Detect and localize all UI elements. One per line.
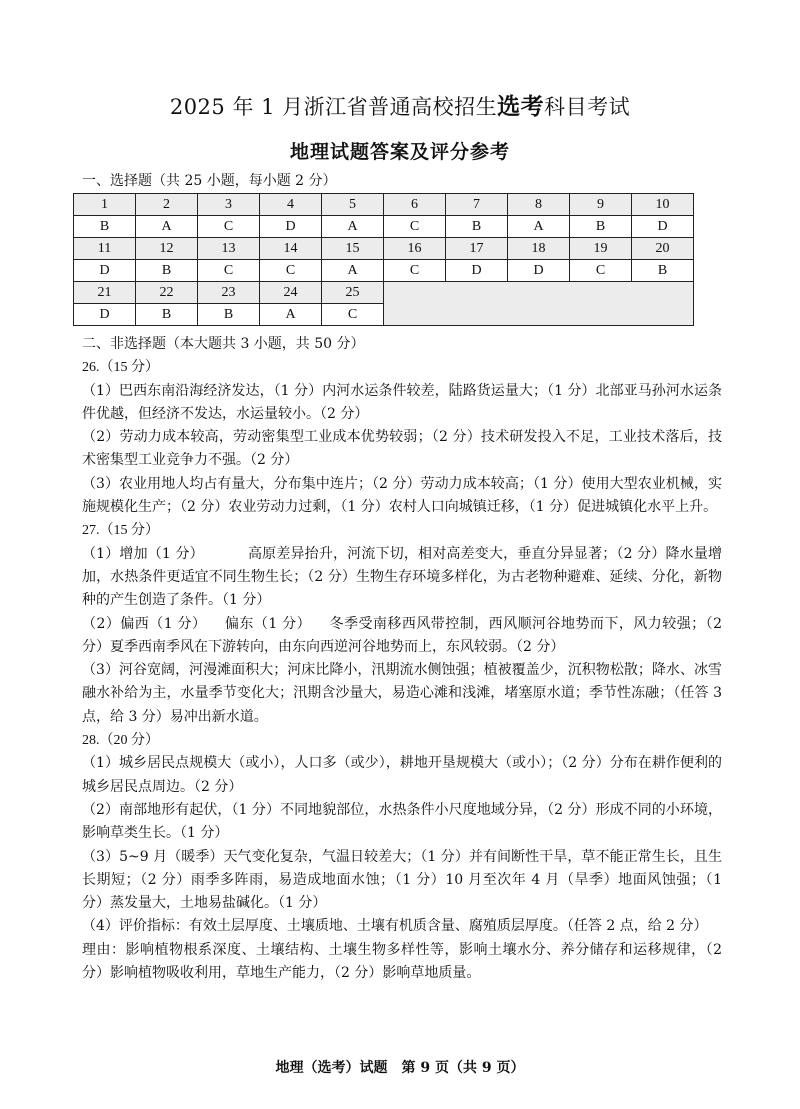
q27-part1-answer: （1）增加（1 分） <box>82 545 204 562</box>
q28-part3: （3）5~9 月（暖季）天气变化复杂，气温日较差大；（1 分）并有间断性干旱，草不能正常生长，且生长期短；（2 分）雨季多阵雨，易造成地面水蚀；（1 分）10 月至次年 4 月（旱季）地面风蚀强；（1 分）蒸发量大，土地易盐碱化。（1 分） <box>82 848 722 912</box>
question-number: 11 <box>74 238 136 260</box>
page-footer: 地理（选考）试题 第 9 页（共 9 页） <box>275 1060 525 1076</box>
question-number: 17 <box>446 238 508 260</box>
answer-cell: C <box>260 260 322 282</box>
q27-part2-answer-a: （2）偏西（1 分） <box>82 615 207 632</box>
answer-cell: C <box>384 216 446 238</box>
answer-cell: A <box>322 260 384 282</box>
answer-cell: B <box>632 260 694 282</box>
table-row-answers-2 <box>74 260 694 282</box>
answer-cell: D <box>74 304 136 326</box>
q28-part1: （1）城乡居民点规模大（或小），人口多（或少），耕地开垦规模大（或小）；（2 分）分布在耕作便利的城乡居民点周边。（2 分） <box>82 755 722 795</box>
q27-part2 <box>82 613 722 660</box>
answer-cell: C <box>384 260 446 282</box>
answer-cell: D <box>508 260 570 282</box>
title-emphasis: 选考 <box>497 93 545 120</box>
question-number: 19 <box>570 238 632 260</box>
q28-part2: （2）南部地形有起伏，（1 分）不同地貌部位，水热条件小尺度地域分异，（2 分）形成不同的小环境，影响草类生长。（1 分） <box>82 801 722 842</box>
question-number: 8 <box>508 194 570 216</box>
answer-cell: D <box>260 216 322 238</box>
question-number: 24 <box>260 282 322 304</box>
question-number: 16 <box>384 238 446 260</box>
exam-title <box>0 88 800 121</box>
answer-cell: B <box>136 260 198 282</box>
question-number: 2 <box>136 194 198 216</box>
question-number: 22 <box>136 282 198 304</box>
page-subtitle: 地理试题答案及评分参考 <box>289 141 510 163</box>
q28-part5: 理由：影响植物根系深度、土壤结构、土壤生物多样性等，影响土壤水分、养分储存和运移规律，（2 分）影响植物吸收利用，草地生产能力，（2 分）影响草地质量。 <box>82 941 722 982</box>
empty-cell <box>384 282 694 326</box>
answer-cell: A <box>322 216 384 238</box>
question-number: 1 <box>74 194 136 216</box>
question-number: 25 <box>322 282 384 304</box>
question-number: 21 <box>74 282 136 304</box>
question-number: 7 <box>446 194 508 216</box>
answer-cell: A <box>508 216 570 238</box>
q27-part2-reason: 冬季受南移西风带控制，西风顺河谷地势而下，风力较强；（2 分）夏季西南季风在下游转向，由东向西逆河谷地势而上，东风较弱。（2 分） <box>82 615 723 655</box>
answer-cell: C <box>198 260 260 282</box>
q27-part2-answer-b: 偏东（1 分） <box>224 615 312 632</box>
question-number: 20 <box>632 238 694 260</box>
question-number: 10 <box>632 194 694 216</box>
answer-cell: B <box>136 304 198 326</box>
question-number: 14 <box>260 238 322 260</box>
question-number: 4 <box>260 194 322 216</box>
answer-cell: C <box>322 304 384 326</box>
title-suffix: 科目考试 <box>544 95 631 119</box>
question-number: 15 <box>322 238 384 260</box>
section1-heading: 一、选择题（共 25 小题，每小题 2 分） <box>82 173 337 189</box>
q26-part2: （2）劳动力成本较高，劳动密集型工业成本优势较弱；（2 分）技术研发投入不足，工业技术落后，技术密集型工业竞争力不强。（2 分） <box>82 429 722 469</box>
question-number: 6 <box>384 194 446 216</box>
q28-part4: （4）评价指标：有效土层厚度、土壤质地、土壤有机质含量、腐殖质层厚度。（任答 2 点，给 2 分） <box>82 918 708 935</box>
answer-cell: B <box>74 216 136 238</box>
question-number: 12 <box>136 238 198 260</box>
answer-cell: C <box>570 260 632 282</box>
answer-table <box>73 193 694 326</box>
q27-label: 27.（15 分） <box>82 523 159 539</box>
q28-label: 28.（20 分） <box>82 733 159 749</box>
q26-part3: （3）农业用地人均占有量大，分布集中连片；（2 分）劳动力成本较高；（1 分）使用大型农业机械，实施规模化生产；（2 分）农业劳动力过剩，（1 分）农村人口向城镇迁移，（1 分）促进城镇化水平上升。 <box>82 475 722 516</box>
section2-body <box>82 333 722 985</box>
answer-cell: A <box>136 216 198 238</box>
title-prefix: 2025 年 1 月浙江省普通高校招生 <box>169 95 498 119</box>
answer-cell: C <box>198 216 260 238</box>
answer-cell: D <box>632 216 694 238</box>
q27-part1 <box>82 543 722 613</box>
table-row-numbers-2 <box>74 238 694 260</box>
question-number: 18 <box>508 238 570 260</box>
question-number: 5 <box>322 194 384 216</box>
answer-cell: B <box>446 216 508 238</box>
answer-cell: A <box>260 304 322 326</box>
q26-label: 26.（15 分） <box>82 360 159 376</box>
answer-cell: B <box>198 304 260 326</box>
question-number: 23 <box>198 282 260 304</box>
answer-cell: D <box>446 260 508 282</box>
table-row-numbers-1 <box>74 194 694 216</box>
section2-heading: 二、非选择题（本大题共 3 小题，共 50 分） <box>82 336 365 352</box>
question-number: 3 <box>198 194 260 216</box>
answer-cell: D <box>74 260 136 282</box>
question-number: 9 <box>570 194 632 216</box>
q26-part1: （1）巴西东南沿海经济发达，（1 分）内河水运条件较差，陆路货运量大；（1 分）北部亚马孙河水运条件优越，但经济不发达，水运量较小。（2 分） <box>82 382 722 422</box>
question-number: 13 <box>198 238 260 260</box>
table-row-numbers-3 <box>74 282 694 304</box>
table-row-answers-1 <box>74 216 694 238</box>
answer-cell: B <box>570 216 632 238</box>
q27-part1-reason: 高原差异抬升，河流下切，相对高差变大，垂直分异显著；（2 分）降水量增加，水热条件更适宜不同生物生长；（2 分）生物生存环境多样化，为古老物种避难、延续、分化，新物种的产生创造了条件。（1 分） <box>82 545 722 609</box>
q27-part3: （3）河谷宽阔，河漫滩面积大；河床比降小，汛期流水侧蚀强；植被覆盖少，沉积物松散；降水、冰雪融水补给为主，水量季节变化大；汛期含沙量大，易造心滩和浅滩，堵塞原水道；季节性冻融；（任答 3 点，给 3 分）易冲出新水道。 <box>82 662 722 725</box>
